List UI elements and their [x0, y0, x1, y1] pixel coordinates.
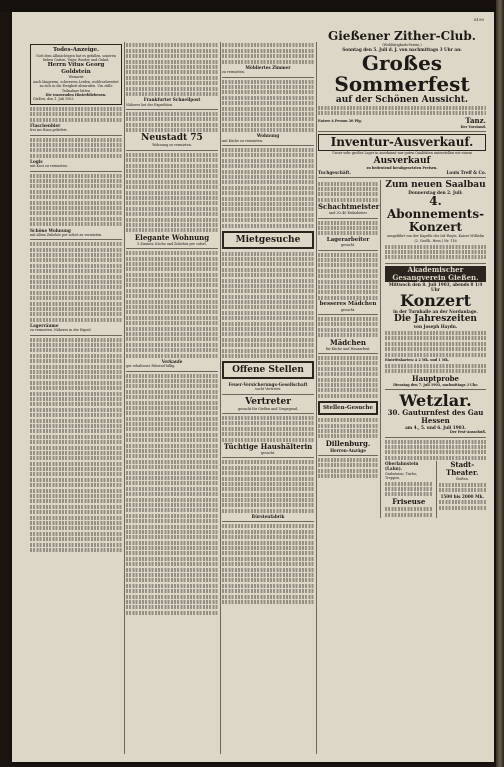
notice-title: Todes-Anzeige. [52, 47, 100, 53]
narrow-ads-column [318, 180, 381, 518]
classified-ad: Logis mit Kost zu vermieten. [30, 159, 122, 172]
notice-name: Herrn Vitus Georg Goldstein [47, 62, 105, 75]
classified-ad: Wohnung mit Küche zu vermieten. [222, 133, 314, 146]
section-header-mietgesuche: Mietgesuche [222, 231, 314, 249]
classified-ad: Feuer-Versicherungs-Gesellschaft sucht Vertreter. [222, 382, 314, 395]
classified-ad: Frankfurter Schnellpost Näheres bei der Expedition. [126, 97, 218, 110]
notice-footer: Die trauernden Hinterbliebenen. [45, 92, 107, 97]
club-headline: Großes Sommerfest [334, 50, 470, 96]
classified-ad: Oberlahnstein (Lahn). Grabsteine, Tische, Treppen, Friseuse [385, 461, 433, 518]
section-header-stellen-gesuche: Stellen-Gesuche [318, 401, 378, 416]
classified-ad: Vertreter gesucht für Gießen und Umgegend. [222, 397, 314, 414]
classified-ad: Lagerarbeiter gesucht. [318, 237, 378, 251]
column-rule [220, 42, 221, 754]
death-notice [30, 44, 122, 105]
classified-ad: Bürstenfabrik [222, 514, 314, 522]
column-4 [318, 30, 486, 754]
classified-ad: Elegante Wohnung 5 Zimmer, Küche und Zubehör per sofort. [126, 234, 218, 249]
classified-ad: Lagerräume zu vermieten. Näheres in der Exped. [30, 323, 122, 336]
classified-ad: Stadt-Theater. Gießen. 1500 bis 2000 Mk. [436, 461, 487, 518]
column-rule [316, 42, 317, 754]
event-ads-column [385, 180, 486, 518]
classified-ad: Verkaufe gut erhaltenes Fahrrad billig. [126, 359, 218, 372]
notice-tail: nach längerem, schwerem Leiden, wohlvorbereitet zu sich in die Ewigkeit abzurufen. Um stille Teilnahme bitten [33, 79, 119, 93]
column-3 [222, 42, 314, 754]
column-1 [30, 42, 122, 754]
scan-right-edge [496, 0, 504, 767]
club-title: Gießener Zither-Club. [328, 30, 476, 43]
notice-role: Weinwirt [68, 75, 84, 80]
classified-ad: Möbliertes Zimmer zu vermieten. [222, 65, 314, 78]
classified-ad: Dillenburg. Herren-Anzüge [318, 440, 378, 456]
page-number: 8190 [474, 17, 484, 22]
column-2 [126, 42, 218, 754]
classified-ad: Schachtmeister und 30–40 Erdarbeiter [318, 203, 378, 218]
inventur-ad: Inventur-Ausverkauf. Unser sehr großes Lager in anerkannt nur guten Qualitäten unterstellen wir einem Ausverkauf zu bedeutend herabgesetzten Preisen. Tuchgeschäft. Louis Treff & Co. [318, 134, 486, 178]
classified-ad: Neustadt 75 Wohnung zu vermieten. [126, 133, 218, 150]
column-rule [124, 42, 125, 754]
notice-body: Gott dem Allmächtigen hat es gefallen, unseren lieben Gatten, Vater, Bruder und Onkel, [36, 53, 116, 62]
scan-top-border [0, 0, 504, 12]
notice-date: Gießen, den 1. Juli 1903. [33, 97, 75, 102]
newspaper-page [12, 12, 494, 762]
saalbau-ad: Zum neuen Saalbau Donnerstag den 2. Juli: 4. Abonnements-Konzert ausgeführt von der Kapelle des Inf.-Regts. Kaiser Wilhelm (2. Großh. Hess.) Nr. 116 [385, 180, 486, 264]
classified-ad: Mädchen für Küche und Hausarbeit. [318, 339, 378, 354]
zither-club-ad: Gießener Zither-Club. (Wohltätigkeits-Verein.) Sonntag den 5. Juli d. J. von nachmittags 3 Uhr an: Großes Sommerfest auf der Schönen Aussicht. Entree à Person 20 Pfg. Tanz. Der Vorstand. [318, 30, 486, 132]
classified-ad: Tüchtige Haushälterin gesucht. [222, 443, 314, 458]
classified-ad: besseres Mädchen gesucht. [318, 301, 378, 315]
classified-ad: Schöne Wohnung mit allem Zubehör per sofort zu vermieten. [30, 228, 122, 241]
section-header-offene-stellen: Offene Stellen [222, 361, 314, 379]
gesangverein-ad: Akademischer Gesangverein Gießen. Mittwoch den 8. Juli 1903, abends 8 1/4 Uhr Konzert in der Turnhalle an der Nordanlage. Die Jahreszeiten von Joseph Haydn. Eintrittskarten: à 2 Mk. und 1 Mk. Hauptprobe Dienstag den 7. Juli 1903, nachmittags 3 Uhr. [385, 266, 486, 390]
wetzlar-ad: Wetzlar. 30. Gauturnfest des Gau Hessen am 4., 5. und 6. Juli 1903. Der Fest-Ausschuß. [385, 392, 486, 438]
classified-ad: Flaschenbier frei ins Haus geliefert. [30, 123, 122, 136]
